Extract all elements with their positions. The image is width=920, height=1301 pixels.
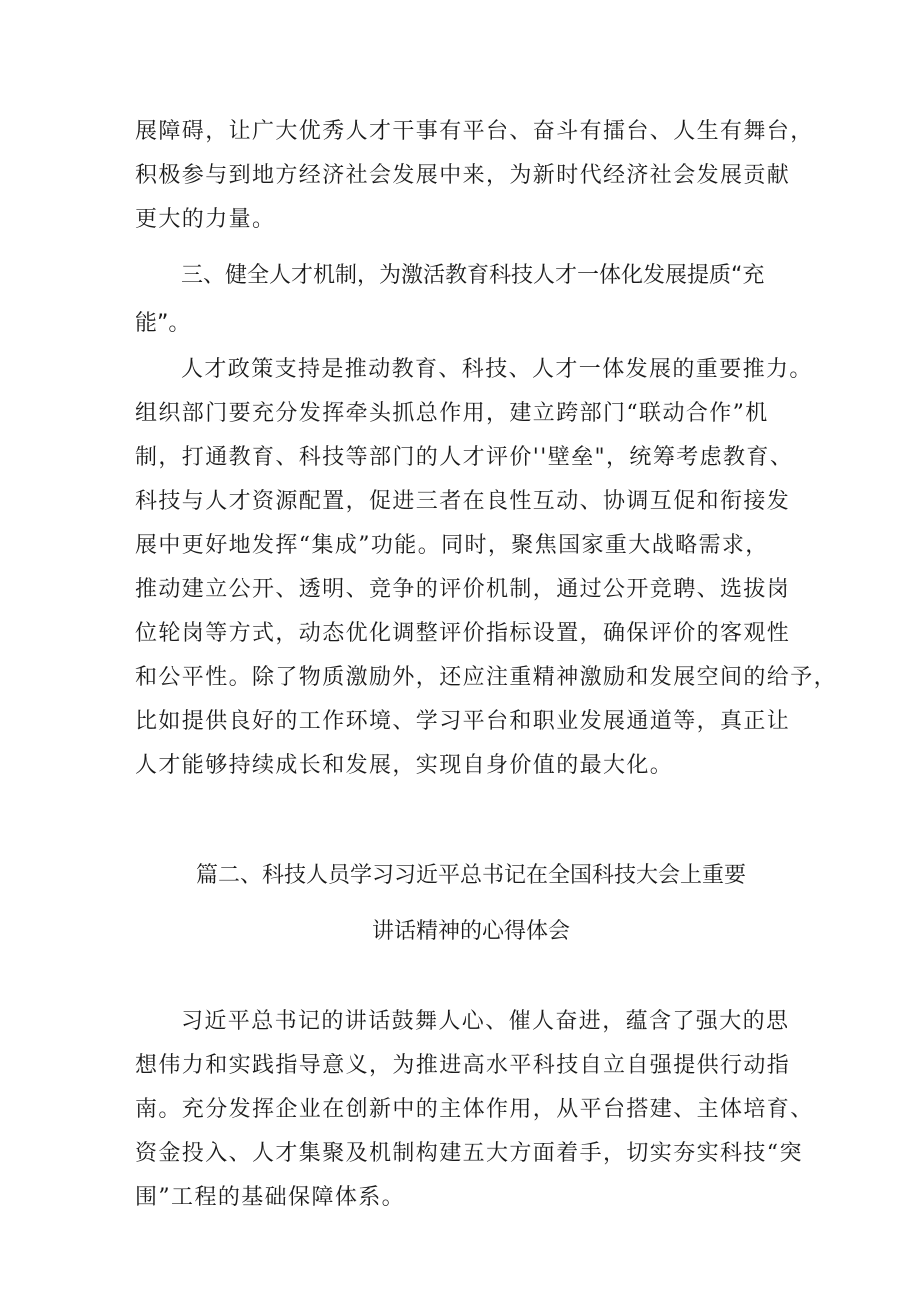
text-line: 积极参与到地方经济社会发展中来，为新时代经济社会发展贡献 [135, 163, 791, 188]
text-line: 位轮岗等方式，动态优化调整评价指标设置，确保评价的客观性 [135, 621, 791, 646]
text-line: 展中更好地发挥“集成”功能。同时，聚焦国家重大战略需求， [135, 533, 769, 558]
document-page [135, 110, 838, 1220]
text-line: 人才能够持续成长和发展，实现自身价值的最大化。 [135, 753, 674, 778]
title-line: 讲话精神的心得体会 [371, 919, 570, 944]
article-title [135, 848, 807, 960]
text-line: 想伟力和实践指导意义，为推进高水平科技自立自强提供行动指 [135, 1053, 791, 1078]
paragraph-continuation [135, 110, 814, 242]
text-line: 人才政策支持是推动教育、科技、人才一体发展的重要推力。 [181, 357, 813, 382]
text-line: 围”工程的基础保障体系。 [135, 1185, 406, 1210]
text-line: 推动建立公开、透明、竞争的评价机制，通过公开竞聘、选拔岗 [135, 577, 791, 602]
text-line: 科技与人才资源配置，促进三者在良性互动、协调互促和衔接发 [135, 489, 791, 514]
text-line: 组织部门要充分发挥牵头抓总作用，建立跨部门“联动合作”机 [135, 401, 769, 426]
paragraph-talent-policy [135, 348, 838, 788]
text-line: 展障碍，让广大优秀人才干事有平台、奋斗有擂台、人生有舞台， [135, 119, 814, 144]
text-line: 习近平总书记的讲话鼓舞人心、催人奋进，蕴含了强大的思 [181, 1009, 790, 1034]
section-heading [135, 252, 807, 348]
text-line: 和公平性。除了物质激励外，还应注重精神激励和发展空间的给予， [135, 665, 838, 690]
text-line: 南。充分发挥企业在创新中的主体作用，从平台搭建、主体培育、 [135, 1097, 814, 1122]
text-line: 比如提供良好的工作环境、学习平台和职业发展通道等，真正让 [135, 709, 791, 734]
text-line: 更大的力量。 [135, 207, 276, 232]
title-line: 篇二、科技人员学习习近平总书记在全国科技大会上重要 [195, 863, 746, 888]
paragraph-intro [135, 1000, 814, 1220]
text-line: 制，打通教育、科技等部门的人才评价''壁垒"，统筹考虑教育、 [135, 445, 794, 470]
heading-line: 能”。 [135, 311, 191, 336]
text-line: 资金投入、人才集聚及机制构建五大方面着手，切实夯实科技“突 [135, 1141, 803, 1166]
heading-line: 三、健全人才机制，为激活教育科技人才一体化发展提质“充 [181, 263, 765, 288]
